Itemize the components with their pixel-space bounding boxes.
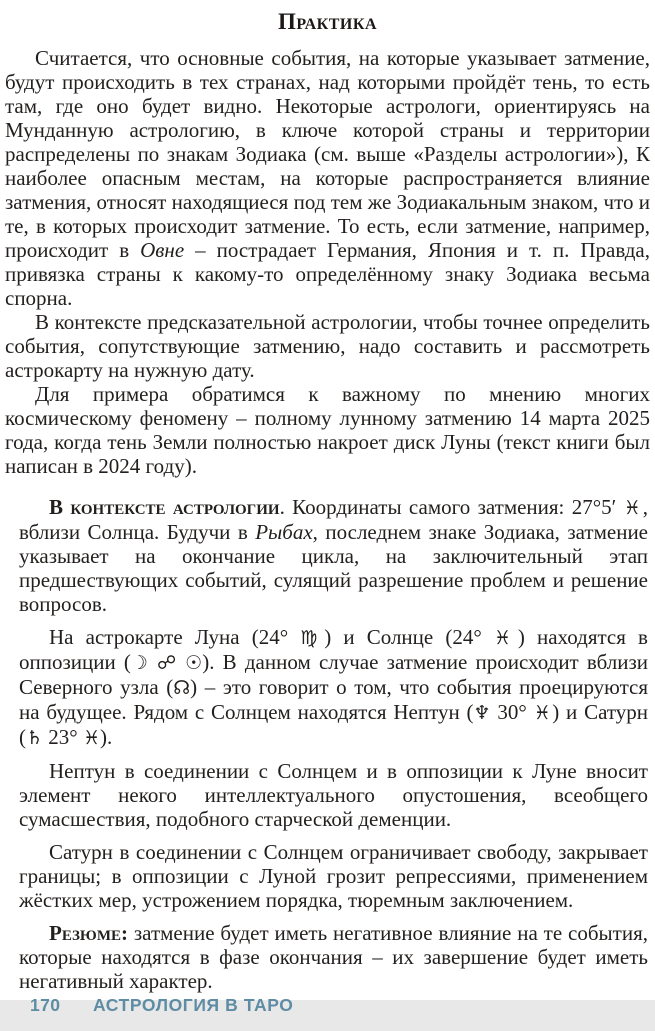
astrology-context-section	[5, 491, 650, 993]
paragraph-example-lunar-eclipse: Для примера обратимся к важному по мнению многих космическому феномену – полному лунному затмению 14 марта 2025 года, когда тень Земли полностью накроет диск Луны (текст книги был написан в 2024 году).	[5, 382, 650, 478]
page-title: Практика	[277, 9, 378, 34]
paragraph-saturn: Сатурн в соединении с Солнцем ограничивает свободу, закрывает границы; в оппозиции с Луной грозит репрессиями, применением жёстких мер, устрожением порядка, тюремным заключением.	[19, 840, 648, 912]
paragraph-astrology-context: В контексте астрологии. Координаты самого затмения: 27°5′ ♓, вблизи Солнца. Будучи в Рыбах, последнем знаке Зодиака, затмение указывает на окончание цикла, на заключительный этап предшествующих событий, сулящий разрешение проблем и решение вопросов.	[19, 495, 648, 616]
paragraph-eclipse-countries: Считается, что основные события, на которые указывает затмение, будут происходить в тех странах, над которыми пройдёт тень, то есть там, где оно будет видно. Некоторые астрологи, ориентируясь на Мунданную астрологию, в ключе которой страны и территории распределены по знакам Зодиака (см. выше «Разделы астрологии»), К наиболее опасным местам, на которые распространяется влияние затмения, относят находящиеся под тем же Зодиакальным знаком, что и те, в которых происходит затмение. То есть, если затмение, например, происходит в Овне – пострадает Германия, Япония и т. п. Правда, привязка страны к какому-то определённому знаку Зодиака весьма спорна.	[5, 46, 650, 310]
page-number: 170	[30, 995, 61, 1015]
paragraph-astro-chart: На астрокарте Луна (24° ♍) и Солнце (24° ♓) находятся в оппозиции (☽ ☍ ☉). В данном случае затмение происходит вблизи Северного узла (☊) – это говорит о том, что события проецируются на будущее. Рядом с Солнцем находятся Нептун (♆ 30° ♓) и Сатурн (♄ 23° ♓).	[19, 625, 649, 749]
book-title: АСТРОЛОГИЯ В ТАРО	[93, 995, 294, 1015]
paragraph-resume: Резюме: затмение будет иметь негативное влияние на те события, которые находятся в фазе окончания – их завершение будет иметь негативный характер.	[19, 921, 648, 993]
page-footer	[5, 993, 650, 1031]
paragraph-neptune: Нептун в соединении с Солнцем и в оппозиции к Луне вносит элемент некого интеллектуального опустошения, всеобщего сумасшествия, подобного старческой деменции.	[19, 759, 648, 831]
paragraph-predictive-astrology: В контексте предсказательной астрологии, чтобы точнее определить события, сопутствующие затмению, надо составить и рассмотреть астрокарту на нужную дату.	[5, 310, 650, 382]
